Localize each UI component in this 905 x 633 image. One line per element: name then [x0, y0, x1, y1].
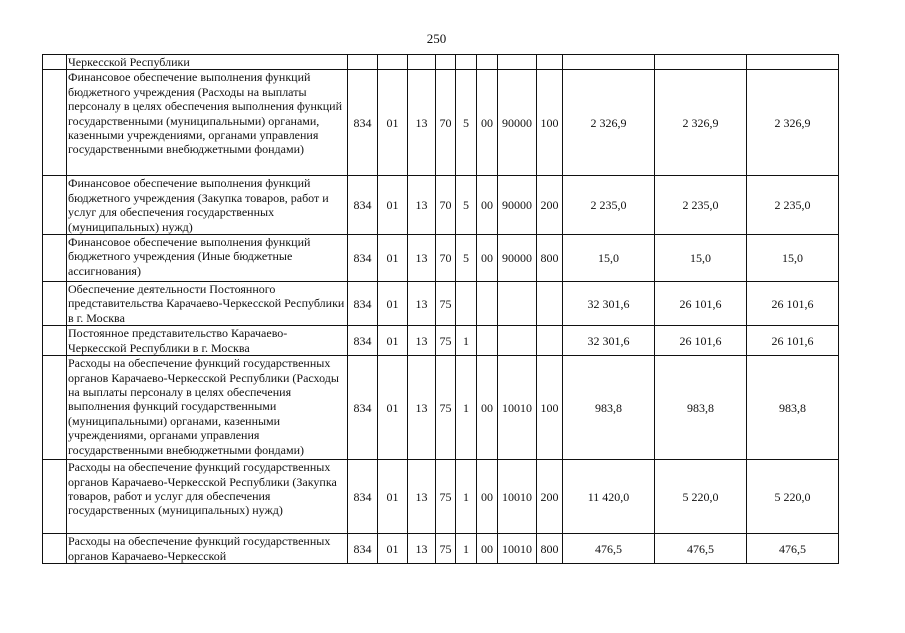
- amount-year1-cell: 476,5: [563, 534, 655, 564]
- amount-year1-cell: 32 301,6: [563, 326, 655, 356]
- subsection-cell: 13: [408, 70, 436, 176]
- section-cell: 01: [378, 176, 408, 235]
- program-cell: 75: [436, 460, 456, 534]
- amount-year3-cell: 476,5: [747, 534, 839, 564]
- blank-cell: [43, 282, 67, 326]
- program-cell: 75: [436, 356, 456, 460]
- section-cell: 01: [378, 70, 408, 176]
- row-name-cell: Постоянное представительство Карачаево-Черкесской Республики в г. Москва: [67, 326, 348, 356]
- amount-year3-cell: 5 220,0: [747, 460, 839, 534]
- program-cell: 75: [436, 326, 456, 356]
- row-name-cell: Обеспечение деятельности Постоянного представительства Карачаево-Черкесской Республики в г. Москва: [67, 282, 348, 326]
- subsection-cell: 13: [408, 235, 436, 282]
- subprogram-cell: 1: [456, 460, 477, 534]
- ved-cell: 834: [348, 235, 378, 282]
- event-cell: 00: [477, 356, 498, 460]
- table-row-continuation: [43, 55, 839, 70]
- row-name-cell: Расходы на обеспечение функций государственных органов Карачаево-Черкесской: [67, 534, 348, 564]
- subprogram-cell: 5: [456, 235, 477, 282]
- subsection-cell: 13: [408, 176, 436, 235]
- amount-year2-cell: 2 326,9: [655, 70, 747, 176]
- direction-cell: [498, 326, 537, 356]
- table-row: [43, 356, 839, 460]
- blank-cell: [498, 55, 537, 70]
- table-row: [43, 70, 839, 176]
- amount-year1-cell: 983,8: [563, 356, 655, 460]
- amount-year2-cell: 2 235,0: [655, 176, 747, 235]
- amount-year2-cell: 15,0: [655, 235, 747, 282]
- program-cell: 75: [436, 282, 456, 326]
- event-cell: 00: [477, 176, 498, 235]
- subprogram-cell: [456, 282, 477, 326]
- subprogram-cell: 1: [456, 534, 477, 564]
- row-name-cell: Финансовое обеспечение выполнения функций бюджетного учреждения (Иные бюджетные ассигнования): [67, 235, 348, 282]
- section-cell: 01: [378, 326, 408, 356]
- program-cell: 70: [436, 235, 456, 282]
- row-name-cell: Черкесской Республики: [67, 55, 348, 70]
- ved-cell: 834: [348, 534, 378, 564]
- amount-year1-cell: 32 301,6: [563, 282, 655, 326]
- amount-year1-cell: 2 235,0: [563, 176, 655, 235]
- amount-year3-cell: 26 101,6: [747, 326, 839, 356]
- program-cell: 70: [436, 70, 456, 176]
- subsection-cell: 13: [408, 534, 436, 564]
- blank-cell: [408, 55, 436, 70]
- table-body: [43, 55, 839, 564]
- direction-cell: 90000: [498, 235, 537, 282]
- table-row: [43, 235, 839, 282]
- expense-type-cell: 100: [537, 70, 563, 176]
- blank-cell: [43, 460, 67, 534]
- amount-year2-cell: 26 101,6: [655, 282, 747, 326]
- blank-cell: [348, 55, 378, 70]
- blank-cell: [747, 55, 839, 70]
- direction-cell: 10010: [498, 534, 537, 564]
- expense-type-cell: 200: [537, 460, 563, 534]
- table-row: [43, 534, 839, 564]
- blank-cell: [43, 356, 67, 460]
- amount-year2-cell: 476,5: [655, 534, 747, 564]
- direction-cell: 90000: [498, 70, 537, 176]
- ved-cell: 834: [348, 176, 378, 235]
- section-cell: 01: [378, 282, 408, 326]
- subsection-cell: 13: [408, 460, 436, 534]
- direction-cell: 10010: [498, 460, 537, 534]
- ved-cell: 834: [348, 326, 378, 356]
- ved-cell: 834: [348, 282, 378, 326]
- event-cell: 00: [477, 70, 498, 176]
- amount-year3-cell: 2 235,0: [747, 176, 839, 235]
- subprogram-cell: 5: [456, 176, 477, 235]
- section-cell: 01: [378, 356, 408, 460]
- subprogram-cell: 1: [456, 326, 477, 356]
- blank-cell: [655, 55, 747, 70]
- ved-cell: 834: [348, 460, 378, 534]
- program-cell: 70: [436, 176, 456, 235]
- row-name-cell: Финансовое обеспечение выполнения функций бюджетного учреждения (Расходы на выплаты персоналу в целях обеспечения выполнения функций государственными (муниципальными) органами, казенными учреждениями, органами управления государственными внебюджетными фондами): [67, 70, 348, 176]
- table-row: [43, 282, 839, 326]
- event-cell: 00: [477, 534, 498, 564]
- blank-cell: [378, 55, 408, 70]
- subsection-cell: 13: [408, 326, 436, 356]
- expense-type-cell: 200: [537, 176, 563, 235]
- amount-year1-cell: 11 420,0: [563, 460, 655, 534]
- expense-type-cell: 800: [537, 534, 563, 564]
- amount-year1-cell: 2 326,9: [563, 70, 655, 176]
- ved-cell: 834: [348, 356, 378, 460]
- table-row: [43, 176, 839, 235]
- expense-type-cell: [537, 282, 563, 326]
- program-cell: 75: [436, 534, 456, 564]
- direction-cell: 10010: [498, 356, 537, 460]
- expense-type-cell: 100: [537, 356, 563, 460]
- amount-year3-cell: 15,0: [747, 235, 839, 282]
- subsection-cell: 13: [408, 282, 436, 326]
- row-name-cell: Финансовое обеспечение выполнения функций бюджетного учреждения (Закупка товаров, работ и услуг для обеспечения государственных (муниципальных) нужд): [67, 176, 348, 235]
- blank-cell: [537, 55, 563, 70]
- subprogram-cell: 1: [456, 356, 477, 460]
- amount-year3-cell: 983,8: [747, 356, 839, 460]
- section-cell: 01: [378, 235, 408, 282]
- direction-cell: [498, 282, 537, 326]
- amount-year2-cell: 26 101,6: [655, 326, 747, 356]
- subprogram-cell: 5: [456, 70, 477, 176]
- amount-year2-cell: 983,8: [655, 356, 747, 460]
- table-row: [43, 326, 839, 356]
- subsection-cell: 13: [408, 356, 436, 460]
- event-cell: [477, 282, 498, 326]
- table-row: [43, 460, 839, 534]
- direction-cell: 90000: [498, 176, 537, 235]
- budget-table: [42, 54, 839, 564]
- event-cell: 00: [477, 460, 498, 534]
- amount-year3-cell: 2 326,9: [747, 70, 839, 176]
- blank-cell: [43, 55, 67, 70]
- blank-cell: [436, 55, 456, 70]
- blank-cell: [43, 176, 67, 235]
- row-name-cell: Расходы на обеспечение функций государственных органов Карачаево-Черкесской Республики (Расходы на выплаты персоналу в целях обеспечения выполнения функций государственными (муниципальными) органами, казенными учреждениями, органами управления государственными внебюджетными фондами): [67, 356, 348, 460]
- page-number: 250: [426, 31, 447, 46]
- section-cell: 01: [378, 460, 408, 534]
- blank-cell: [456, 55, 477, 70]
- expense-type-cell: 800: [537, 235, 563, 282]
- blank-cell: [477, 55, 498, 70]
- row-name-cell: Расходы на обеспечение функций государственных органов Карачаево-Черкесской Республики (Закупка товаров, работ и услуг для обеспечения государственных (муниципальных) нужд): [67, 460, 348, 534]
- blank-cell: [43, 326, 67, 356]
- ved-cell: 834: [348, 70, 378, 176]
- expense-type-cell: [537, 326, 563, 356]
- blank-cell: [43, 534, 67, 564]
- blank-cell: [43, 235, 67, 282]
- amount-year2-cell: 5 220,0: [655, 460, 747, 534]
- amount-year1-cell: 15,0: [563, 235, 655, 282]
- blank-cell: [563, 55, 655, 70]
- event-cell: 00: [477, 235, 498, 282]
- blank-cell: [43, 70, 67, 176]
- amount-year3-cell: 26 101,6: [747, 282, 839, 326]
- section-cell: 01: [378, 534, 408, 564]
- event-cell: [477, 326, 498, 356]
